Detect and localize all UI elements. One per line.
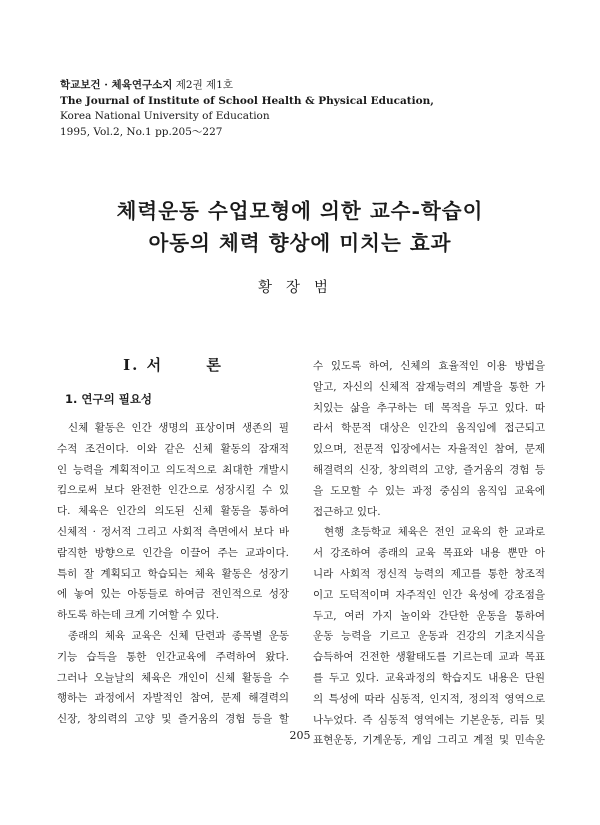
journal-citation: 1995, Vol.2, No.1 pp.205～227 (60, 125, 223, 138)
text-line: 특히 잘 계획되고 학습되는 체육 활동은 성장기 (57, 567, 289, 580)
journal-korean-title (60, 78, 560, 94)
text-line: 해결력의 신장, 창의력의 고양, 즐거움의 경험 등 (313, 463, 545, 476)
text-line: 나누었다. 즉 심동적 영역에는 기본운동, 리듬 및 (313, 713, 545, 726)
paper-title-line-1: 체력운동 수업모형에 의한 교수-학습이 (116, 199, 484, 223)
right-column (313, 356, 545, 751)
journal-korean-name: 학교보건 · 체육연구소지 (60, 79, 173, 91)
text-line: 의 특성에 따라 심동적, 인지적, 정의적 영역으로 (313, 692, 545, 705)
text-line: 그러나 오늘날의 체육은 개인이 신체 활동을 수 (57, 671, 289, 684)
text-line: 인 능력을 계획적이고 의도적으로 최대한 개발시 (57, 463, 289, 476)
page-number: 205 (289, 729, 311, 742)
left-column (57, 355, 289, 730)
text-line: 하도록 하는데 크게 기여할 수 있다. (57, 609, 220, 622)
text-line: 킴으로써 보다 완전한 인간으로 성장시킬 수 있 (57, 484, 289, 497)
text-line: 습득하여 건전한 생활태도를 기르는데 교과 목표 (313, 651, 545, 664)
paper-author: 황장범 (257, 280, 343, 296)
journal-english-title: The Journal of Institute of School Health & Physical Education, (60, 94, 434, 107)
journal-header (60, 78, 560, 140)
text-line: 신장, 창의력의 고양 및 즐거움의 경험 등을 할 (57, 713, 289, 726)
text-line: 접근하고 있다. (313, 505, 381, 518)
text-line: 이고 도덕적이며 자주적인 인간 육성에 강조점을 (313, 588, 545, 601)
left-paragraph-1 (57, 418, 289, 626)
text-line: 을 도모할 수 있는 과정 중심의 움직임 교육에 (313, 484, 545, 497)
text-line: 람직한 방향으로 인간을 이끌어 주는 교과이다. (57, 546, 289, 559)
text-line: 라서 학문적 대상은 인간의 움직임에 접근되고 (313, 422, 545, 435)
text-line: 종래의 체육 교육은 신체 단련과 종목별 운동 (68, 629, 289, 642)
text-line: 기능 습득을 통한 인간교육에 주력하여 왔다. (57, 650, 289, 663)
paper-title-line-2: 아동의 체력 향상에 미치는 효과 (148, 231, 452, 255)
text-line: 표현운동, 기계운동, 게임 그리고 계절 및 민속운 (313, 734, 545, 747)
text-line: 수 있도록 하여, 신체의 효율적인 이용 방법을 (313, 360, 545, 372)
text-line: 현행 초등학교 체육은 전인 교육의 한 교과로 (324, 526, 545, 539)
paper-title (0, 195, 600, 259)
left-paragraph-2 (57, 626, 289, 730)
text-line: 에 놓여 있는 아동들로 하여금 전인적으로 성장 (57, 588, 289, 601)
text-line: 치있는 삶을 추구하는 데 목적을 두고 있다. 따 (313, 401, 545, 414)
text-line: 신체적 · 정서적 그리고 사회적 측면에서 보다 바 (57, 525, 289, 538)
right-paragraph-1 (313, 356, 545, 522)
text-line: 운동 능력을 기르고 운동과 건강의 기초지식을 (313, 630, 545, 643)
text-line: 행하는 과정에서 자발적인 참여, 문제 해결력의 (57, 692, 289, 705)
text-line: 수적 조건이다. 이와 같은 신체 활동의 잠재적 (57, 442, 289, 455)
text-line: 신체 활동은 인간 생명의 표상이며 생존의 필 (68, 422, 289, 434)
text-line: 두고, 여러 가지 놀이와 간단한 운동을 통하여 (313, 609, 545, 622)
subsection-title: 1. 연구의 필요성 (65, 392, 153, 406)
text-line: 다. 체육은 인간의 의도된 신체 활동을 통하여 (57, 505, 289, 518)
journal-university: Korea National University of Education (60, 110, 270, 122)
text-line: 니라 사회적 정신적 능력의 제고를 통한 창조적 (313, 567, 545, 580)
section-title: I. 서 론 (123, 356, 223, 374)
journal-volume-korean: 제2권 제1호 (172, 79, 234, 91)
text-line: 있으며, 전문적 입장에서는 자율적인 참여, 문제 (313, 443, 545, 456)
text-line: 서 강조하여 종래의 교육 목표와 내용 뿐만 아 (313, 547, 545, 560)
text-line: 를 두고 있다. 교육과정의 학습지도 내용은 단원 (313, 671, 545, 684)
text-line: 알고, 자신의 신체적 잠재능력의 계발을 통한 가 (313, 380, 545, 393)
right-paragraph-2 (313, 522, 545, 751)
